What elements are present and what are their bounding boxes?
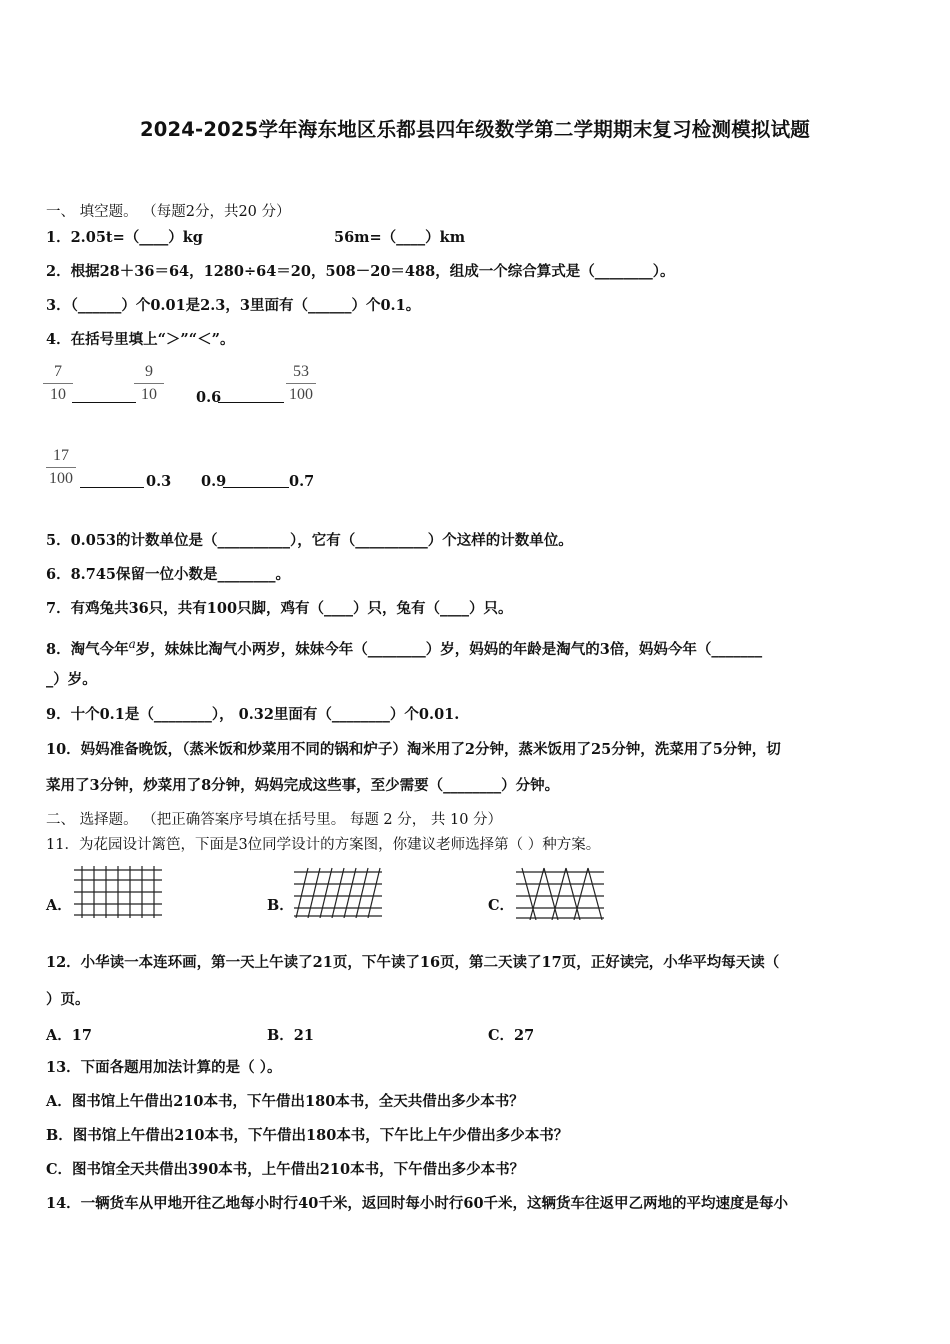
question-6: 6．8.745保留一位小数是________。 (46, 566, 290, 583)
fraction-numerator: 7 (54, 363, 62, 380)
fraction-bar (286, 383, 316, 384)
option-c[interactable]: C．图书馆全天共借出390本书，上午借出210本书，下午借出多少本书？ (46, 1161, 525, 1178)
question-8-rest: 岁，妹妹比淘气小两岁，妹妹今年（________）岁，妈妈的年龄是淘气的3倍，妈妈今年（_______ (135, 640, 763, 658)
fraction-bar (43, 383, 73, 384)
question-8-line-1 (46, 634, 762, 660)
fraction-9-10 (132, 362, 166, 405)
answer-blank[interactable] (80, 487, 144, 488)
question-10-line-1: 10．妈妈准备晚饭，（蒸米饭和炒菜用不同的锅和炉子）淘米用了2分钟，蒸米饭用了25分钟，洗菜用了5分钟，切 (46, 741, 781, 758)
question-14: 14．一辆货车从甲地开往乙地每小时行40千米，返回时每小时行60千米，这辆货车往返甲乙两地的平均速度是每小 (46, 1195, 789, 1212)
fence-design-a-image (72, 866, 164, 918)
question-4: 4．在括号里填上“＞”“＜”。 (46, 331, 235, 348)
question-9: 9．十个0.1是（________）， 0.32里面有（________）个0.01. (46, 706, 460, 723)
section-2-heading: 二、 选择题。 （把正确答案序号填在括号里。 每题 2 分， 共 10 分） (46, 812, 503, 828)
answer-blank[interactable] (72, 402, 136, 403)
fraction-53-100 (284, 362, 318, 405)
answer-blank[interactable] (218, 402, 284, 403)
option-c[interactable]: C．27 (488, 1027, 535, 1044)
fraction-numerator: 9 (145, 363, 153, 380)
fence-design-b-image (292, 866, 384, 918)
variable-a: a (128, 637, 136, 651)
option-c-label[interactable]: C． (488, 897, 515, 914)
answer-blank[interactable] (223, 487, 289, 488)
section-1-heading: 一、 填空题。 （每题2分，共20 分） (46, 204, 291, 220)
page-title: 2024-2025学年海东地区乐都县四年级数学第二学期期末复习检测模拟试题 (139, 118, 811, 141)
value-0-7: 0.7 (289, 473, 315, 490)
fraction-numerator: 53 (293, 363, 309, 380)
fraction-7-10 (41, 362, 75, 405)
question-10-line-2: 菜用了3分钟，炒菜用了8分钟，妈妈完成这些事，至少需要（________）分钟。 (46, 777, 560, 794)
question-8-start: 8．淘气今年 (46, 640, 129, 658)
fence-design-c-image (514, 866, 606, 920)
option-a-label[interactable]: A． (46, 897, 72, 914)
question-11: 11．为花园设计篱笆，下面是3位同学设计的方案图，你建议老师选择第（ ）种方案。 (46, 837, 601, 853)
fraction-denominator: 10 (141, 386, 157, 403)
question-1a: 1．2.05t=（____）kg (46, 229, 203, 246)
fraction-denominator: 100 (289, 386, 313, 403)
fraction-denominator: 100 (49, 470, 73, 487)
question-1b: 56m=（____）km (334, 229, 466, 246)
option-a[interactable]: A．图书馆上午借出210本书，下午借出180本书，全天共借出多少本书？ (46, 1093, 524, 1110)
fraction-17-100 (44, 446, 78, 489)
option-b[interactable]: B．21 (267, 1027, 314, 1044)
question-7: 7．有鸡兔共36只，共有100只脚，鸡有（____）只，兔有（____）只。 (46, 600, 513, 617)
question-2: 2．根据28＋36＝64，1280÷64＝20，508－20＝488，组成一个综合算式是（________）。 (46, 263, 675, 280)
option-b-label[interactable]: B． (267, 897, 294, 914)
fraction-bar (46, 467, 76, 468)
question-5: 5．0.053的计数单位是（__________），它有（__________）个这样的计数单位。 (46, 532, 573, 549)
question-13: 13．下面各题用加法计算的是（ ）。 (46, 1059, 282, 1076)
fraction-denominator: 10 (50, 386, 66, 403)
option-a[interactable]: A．17 (46, 1027, 92, 1044)
fraction-numerator: 17 (53, 447, 69, 464)
option-b[interactable]: B．图书馆上午借出210本书，下午借出180本书，下午比上午少借出多少本书？ (46, 1127, 569, 1144)
value-0-9: 0.9 (201, 473, 227, 490)
value-0-6: 0.6 (196, 389, 222, 406)
value-0-3: 0.3 (146, 473, 172, 490)
question-12-line-2: ）页。 (46, 991, 90, 1008)
question-12-line-1: 12．小华读一本连环画，第一天上午读了21页，下午读了16页，第二天读了17页，正好读完，小华平均每天读（ (46, 954, 780, 971)
fraction-bar (134, 383, 164, 384)
question-3: 3．（______）个0.01是2.3，3里面有（______）个0.1。 (46, 297, 421, 314)
question-8-line-2: _）岁。 (46, 671, 97, 688)
